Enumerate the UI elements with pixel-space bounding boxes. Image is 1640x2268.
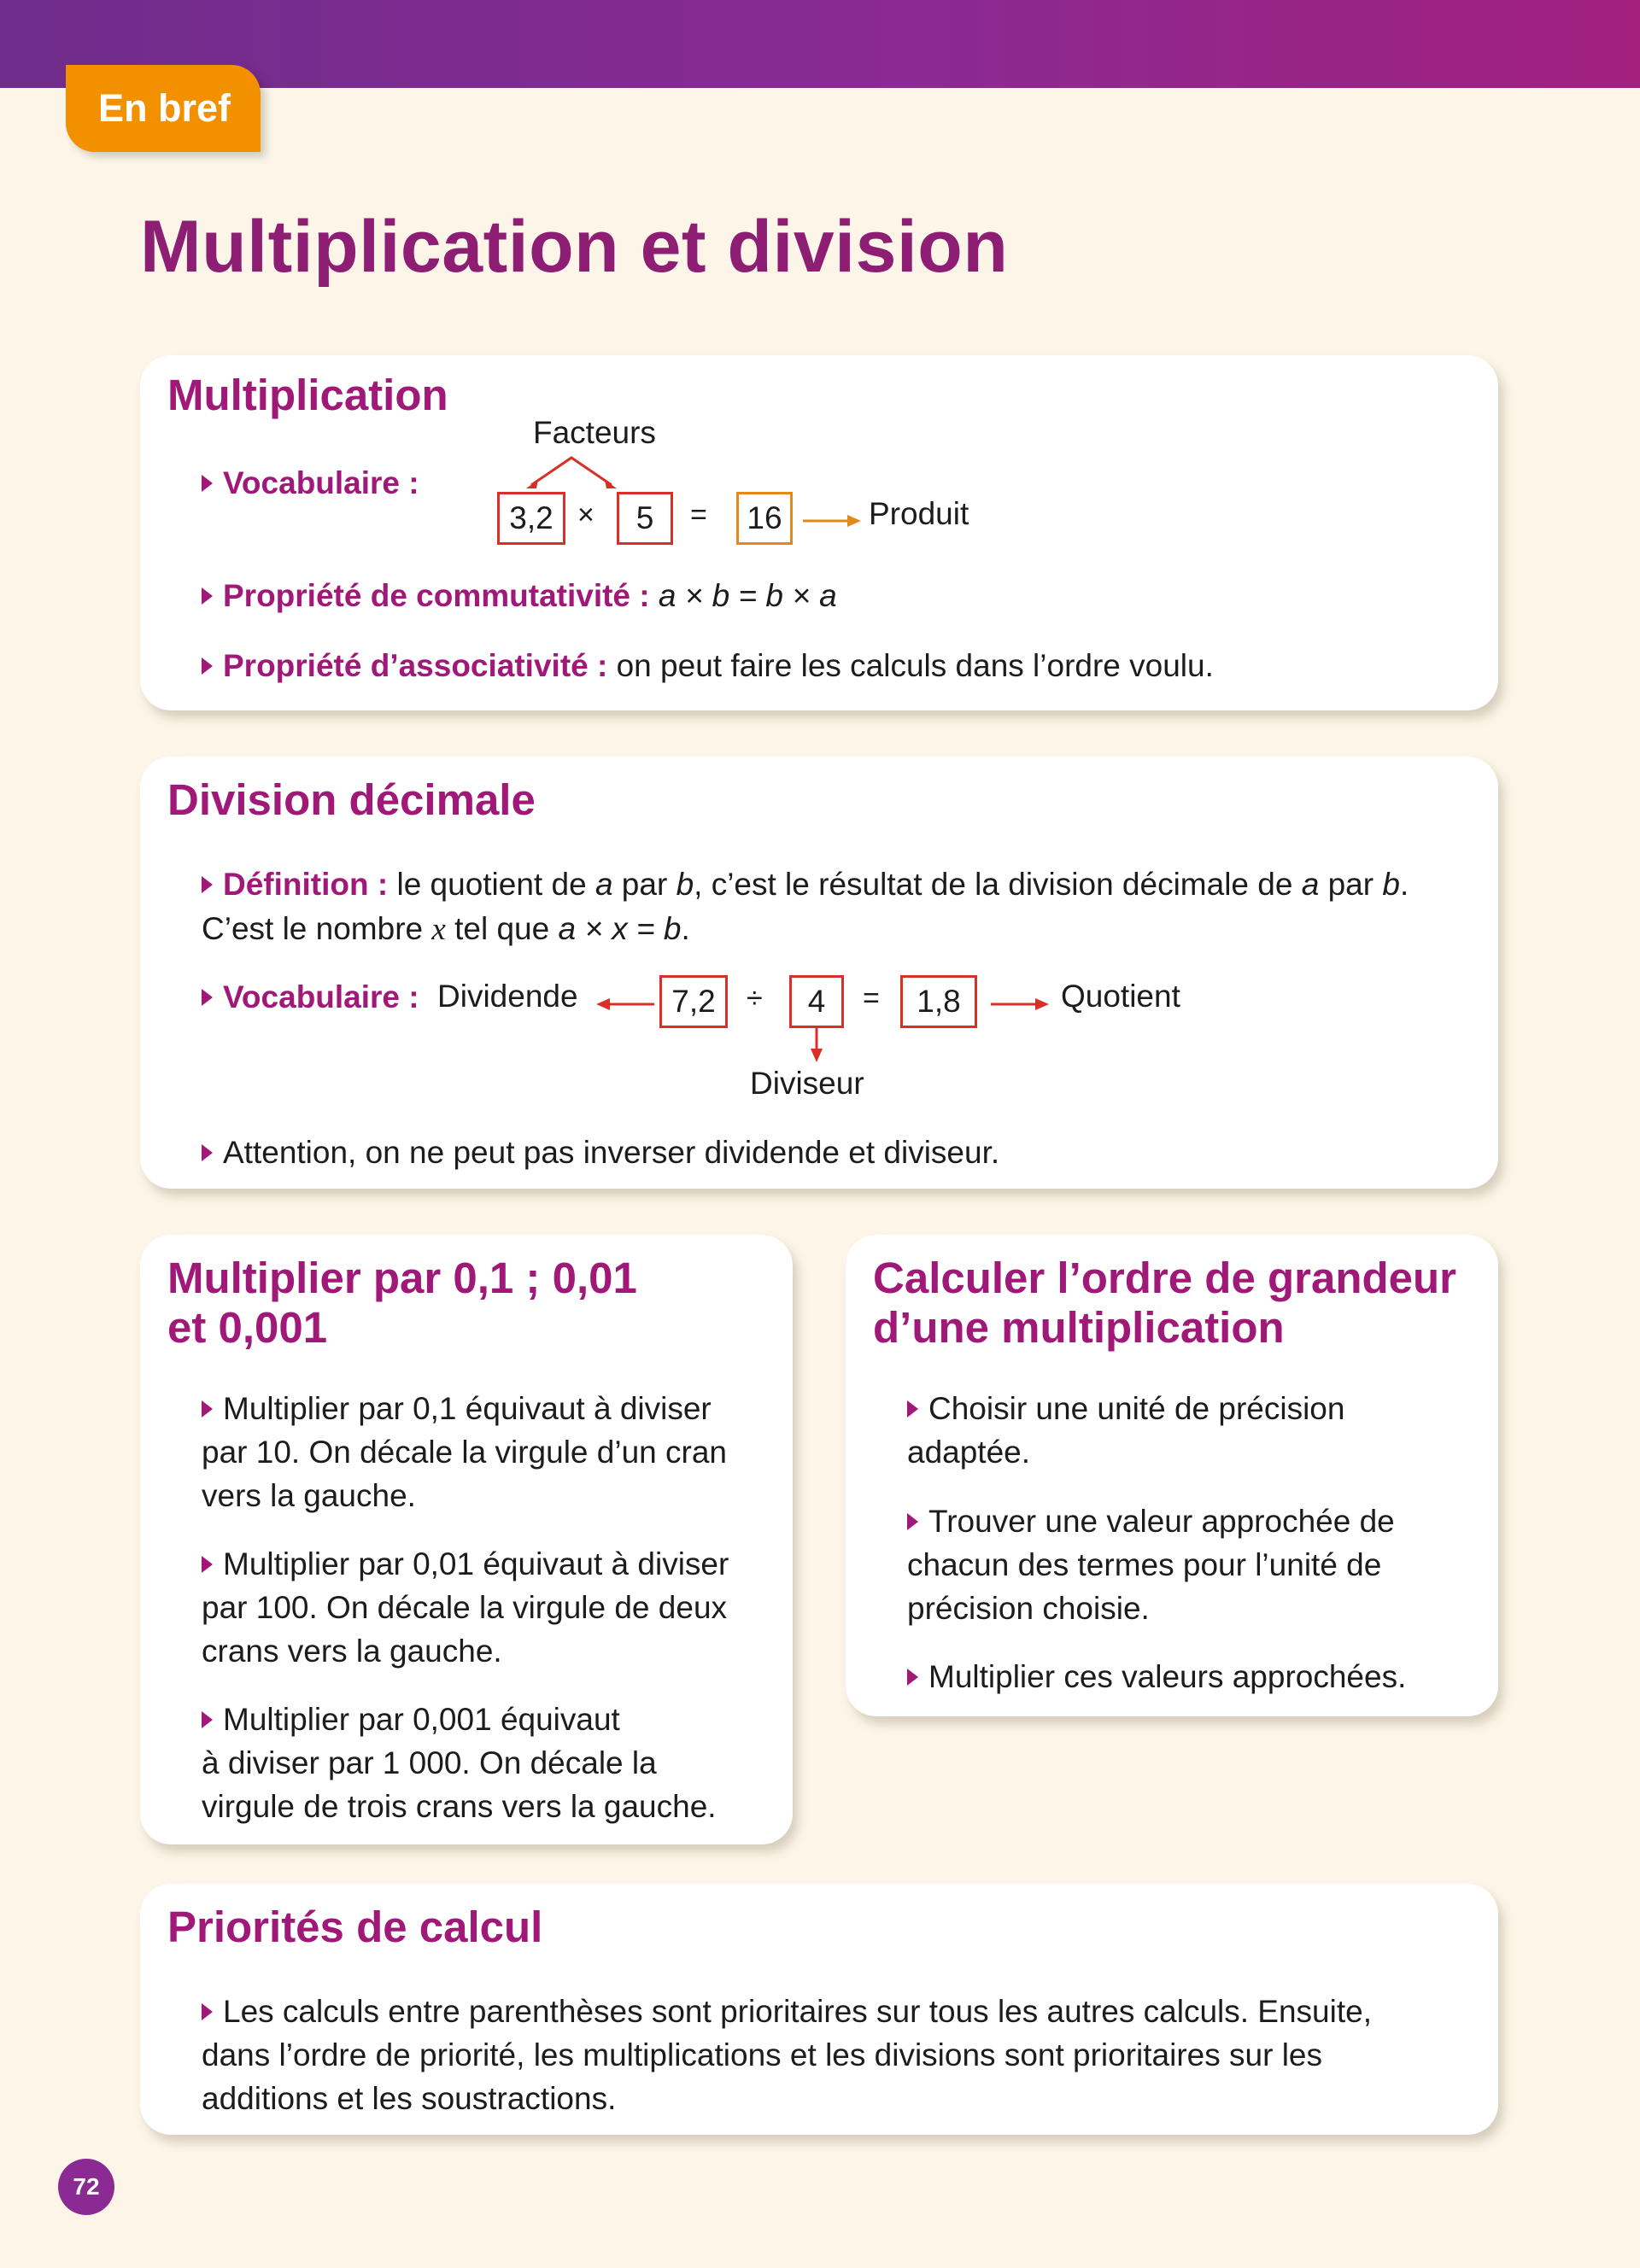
facteurs-label: Facteurs [533,415,656,450]
item-text: par 100. On décale la virgule de deux [202,1590,728,1625]
order-title-1: Calculer l’ordre de grandeur [873,1254,1457,1302]
definition-line-2 [202,907,690,951]
var-a: a [594,867,613,902]
equals-sign: = [863,982,880,1014]
item-text: virgule de trois crans vers la gauche. [202,1789,717,1824]
multiply-decimal-card [140,1235,793,1844]
multiply-decimal-item-2 [202,1542,729,1673]
item-text: Trouver une valeur approchée de [928,1504,1395,1539]
item-text: crans vers la gauche. [202,1634,502,1669]
commutativity-label: Propriété de commutativité : [223,578,650,613]
definition-text: . [1399,867,1409,902]
attention-line [202,1131,999,1174]
item-text: Multiplier par 0,01 équivaut à diviser [223,1546,729,1581]
multiplication-card [140,355,1498,710]
item-text: chacun des termes pour l’unité de [907,1547,1382,1582]
priorities-card [140,1884,1498,2135]
item-text: à diviser par 1 000. On décale la [202,1745,657,1780]
definition-text: tel que [445,911,559,946]
multiplication-title: Multiplication [167,371,448,419]
div-vocab-label: Vocabulaire : [223,979,419,1014]
definition-text: par [612,867,676,902]
var-b: b [1382,867,1400,902]
bullet-icon [202,475,213,492]
definition-text: par [1319,867,1383,902]
diviseur-label: Diviseur [750,1066,864,1101]
div-vocab-line [202,975,419,1019]
bullet-icon [907,1513,918,1530]
item-text: Choisir une unité de précision [928,1391,1345,1426]
item-text: adaptée. [907,1435,1031,1470]
bullet-icon [202,1711,213,1728]
bullet-icon [907,1669,918,1686]
commutativity-formula: a × b = b × a [658,578,837,613]
bullet-icon [202,587,213,605]
page-number: 72 [58,2159,114,2215]
associativity-label: Propriété d’associativité : [223,648,608,683]
multiply-decimal-title-1: Multiplier par 0,1 ; 0,01 [167,1254,637,1302]
bullet-icon [202,876,213,893]
dividende-arrow-icon [596,997,656,1011]
multiply-decimal-item-3 [202,1698,717,1828]
order-title-2: d’une multiplication [873,1303,1285,1352]
priorities-line: dans l’ordre de priorité, les multiplications et les divisions sont prioritaires sur les [202,2037,1323,2072]
factor1-box: 3,2 [497,492,565,545]
definition-line-1 [202,862,1409,906]
quotient-label: Quotient [1061,979,1180,1014]
definition-text: C’est le nombre [202,911,432,946]
bullet-icon [202,2003,213,2020]
item-text: vers la gauche. [202,1478,416,1513]
commutativity-line [202,574,837,617]
division-card [140,757,1498,1189]
priorities-text [202,1990,1372,2120]
associativity-text: on peut faire les calculs dans l’ordre voulu. [616,648,1214,683]
bullet-icon [202,658,213,675]
diviseur-arrow-icon [810,1028,823,1062]
var-b: b [676,867,694,902]
item-text: précision choisie. [907,1591,1150,1626]
bullet-icon [202,989,213,1006]
bullet-icon [202,1556,213,1573]
mult-vocab-label: Vocabulaire : [223,465,419,500]
en-bref-badge: En bref [66,65,261,152]
order-item-3 [907,1655,1406,1698]
dividende-label: Dividende [437,979,578,1014]
dividend-box: 7,2 [659,975,728,1028]
quotient-arrow-icon [991,997,1051,1011]
var-x: x [431,912,446,947]
var-a: a [1301,867,1320,902]
definition-text: le quotient de [396,867,595,902]
definition-text: , c’est le résultat de la division décimale de [694,867,1302,902]
page-title: Multiplication et division [140,206,1009,288]
definition-text: . [681,911,690,946]
attention-text: Attention, on ne peut pas inverser dividende et diviseur. [223,1135,1000,1170]
item-text: Multiplier par 0,1 équivaut à diviser [223,1391,712,1426]
priorities-line: Les calculs entre parenthèses sont prioritaires sur tous les autres calculs. Ensuite, [223,1994,1372,2029]
definition-formula: a × x = b [558,911,682,946]
times-sign: × [577,499,594,531]
product-box: 16 [736,492,793,545]
bullet-icon [202,1144,213,1161]
multiply-decimal-item-1 [202,1387,727,1517]
multiply-decimal-title-2: et 0,001 [167,1303,328,1352]
priorities-line: additions et les soustractions. [202,2081,617,2116]
divisor-box: 4 [789,975,844,1028]
definition-label: Définition : [223,867,389,902]
facteurs-arrows-icon [524,451,618,494]
item-text: Multiplier ces valeurs approchées. [928,1659,1407,1694]
item-text: Multiplier par 0,001 équivaut [223,1702,620,1737]
order-item-1 [907,1387,1344,1474]
order-of-magnitude-card [846,1235,1498,1716]
priorities-title: Priorités de calcul [167,1903,543,1951]
quotient-box: 1,8 [900,975,977,1028]
product-arrow-icon [803,514,863,528]
equals-sign: = [690,499,707,531]
bullet-icon [202,1400,213,1418]
order-item-2 [907,1499,1395,1630]
produit-label: Produit [869,496,969,531]
bullet-icon [907,1400,918,1418]
factor2-box: 5 [617,492,673,545]
item-text: par 10. On décale la virgule d’un cran [202,1435,727,1470]
divide-sign: ÷ [747,982,763,1014]
associativity-line [202,644,1214,687]
division-title: Division décimale [167,775,536,824]
mult-vocab-line [202,461,419,505]
